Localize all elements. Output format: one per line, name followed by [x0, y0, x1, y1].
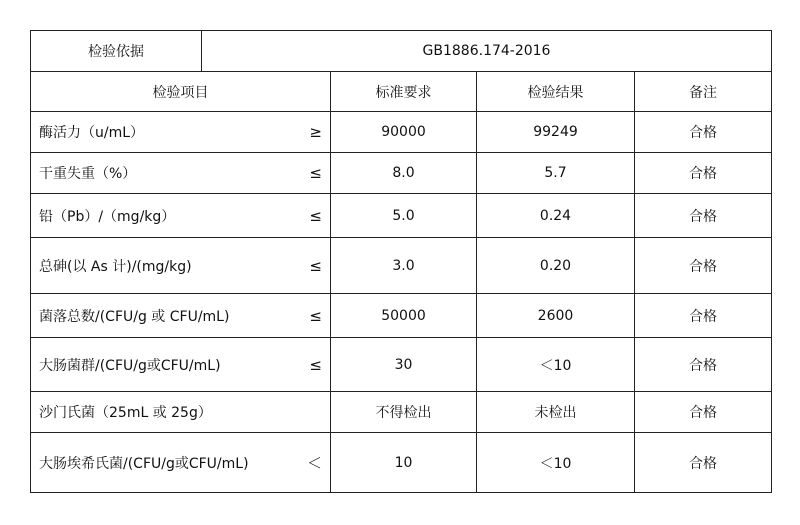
result-cell: 0.20 [477, 238, 635, 294]
item-name: 总砷(以 As 计)/(mg/kg) [39, 258, 192, 275]
item-cell [31, 338, 331, 392]
remark-cell: 合格 [635, 338, 772, 392]
result-cell: 5.7 [477, 153, 635, 194]
remark-cell: 合格 [635, 392, 772, 433]
item-name: 菌落总数/(CFU/g 或 CFU/mL) [39, 308, 230, 325]
table-row [31, 392, 772, 433]
item-cell [31, 194, 331, 238]
operator-symbol: ≤ [309, 306, 322, 325]
result-cell: 未检出 [477, 392, 635, 433]
table-row [31, 433, 772, 493]
operator-symbol: ≤ [309, 164, 322, 182]
table-row [31, 338, 772, 392]
standard-cell: 不得检出 [331, 392, 477, 433]
table-row [31, 153, 772, 194]
header-result: 检验结果 [477, 72, 635, 112]
result-cell: 2600 [477, 294, 635, 338]
header-item: 检验项目 [31, 72, 331, 112]
operator-symbol: ＜ [306, 454, 322, 472]
table-row [31, 238, 772, 294]
item-cell [31, 294, 331, 338]
item-cell [31, 238, 331, 294]
item-cell [31, 112, 331, 153]
operator-symbol: ≤ [309, 206, 322, 225]
standard-cell: 50000 [331, 294, 477, 338]
basis-label: 检验依据 [31, 31, 202, 72]
remark-cell: 合格 [635, 238, 772, 294]
operator-symbol: ≤ [309, 256, 322, 275]
result-cell: 99249 [477, 112, 635, 153]
remark-cell: 合格 [635, 294, 772, 338]
inspection-table [30, 30, 772, 493]
table-row [31, 112, 772, 153]
header-row [31, 72, 772, 112]
standard-cell: 90000 [331, 112, 477, 153]
standard-cell: 30 [331, 338, 477, 392]
item-name: 大肠菌群/(CFU/g或CFU/mL) [39, 357, 221, 374]
remark-cell: 合格 [635, 153, 772, 194]
result-cell: ＜10 [477, 433, 635, 493]
item-cell [31, 153, 331, 194]
basis-row [31, 31, 772, 72]
item-cell [31, 433, 331, 493]
header-standard: 标准要求 [331, 72, 477, 112]
remark-cell: 合格 [635, 112, 772, 153]
standard-cell: 10 [331, 433, 477, 493]
item-cell [31, 392, 331, 433]
remark-cell: 合格 [635, 194, 772, 238]
standard-cell: 8.0 [331, 153, 477, 194]
operator-symbol: ≥ [309, 123, 322, 141]
standard-cell: 3.0 [331, 238, 477, 294]
result-cell: ＜10 [477, 338, 635, 392]
table-row [31, 294, 772, 338]
operator-symbol: ≤ [309, 355, 322, 374]
item-name: 酶活力（u/mL） [39, 125, 145, 141]
item-name: 大肠埃希氏菌/(CFU/g或CFU/mL) [39, 455, 249, 472]
remark-cell: 合格 [635, 433, 772, 493]
result-cell: 0.24 [477, 194, 635, 238]
standard-cell: 5.0 [331, 194, 477, 238]
table-row [31, 194, 772, 238]
item-name: 沙门氏菌（25mL 或 25g） [39, 405, 212, 421]
item-name: 干重失重（%） [39, 166, 137, 182]
item-name: 铅（Pb）/（mg/kg） [39, 208, 176, 225]
header-remark: 备注 [635, 72, 772, 112]
basis-value: GB1886.174-2016 [202, 31, 772, 72]
